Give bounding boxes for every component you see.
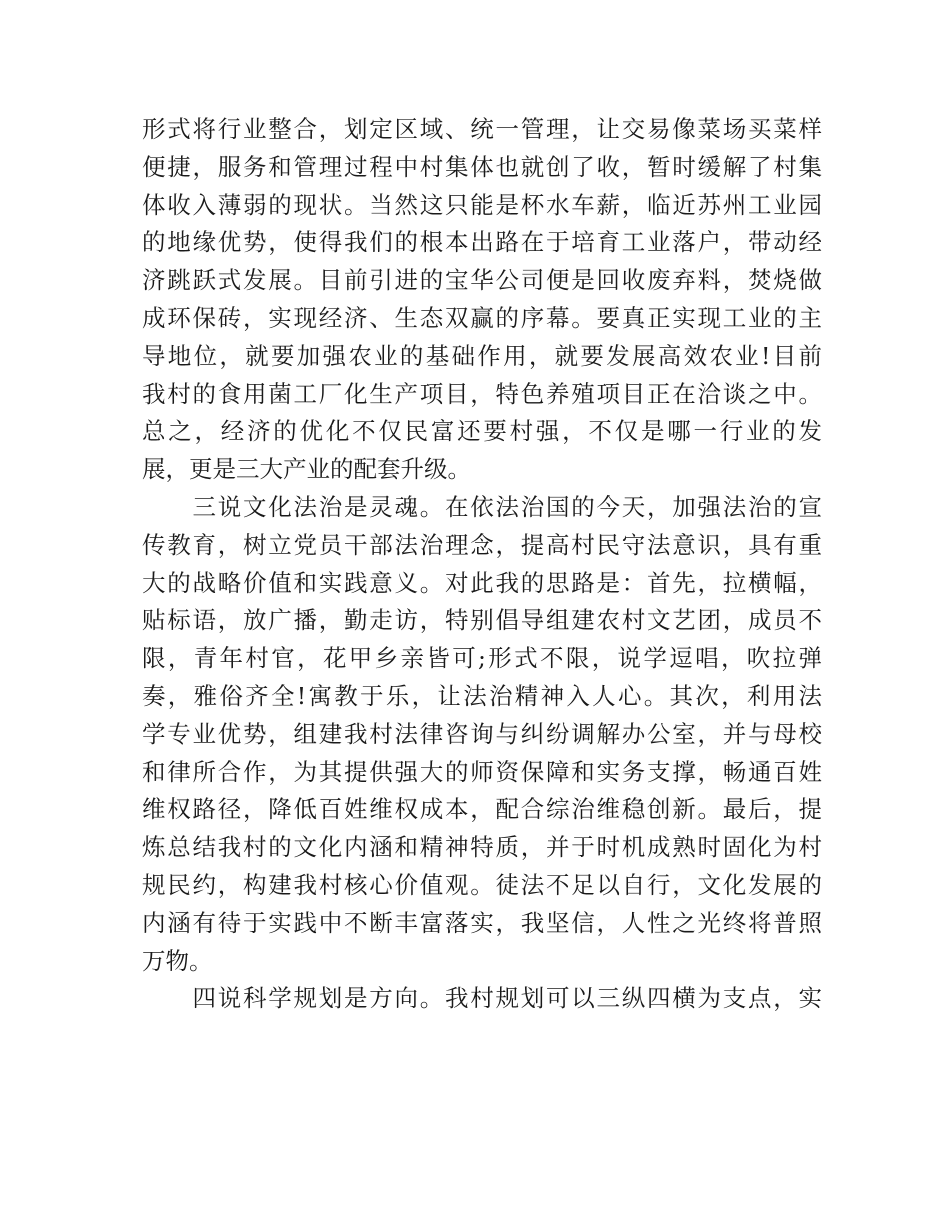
text-line: 规民约，构建我村核心价值观。徒法不足以自行，文化发展的 (142, 870, 822, 899)
text-line: 内涵有待于实践中不断丰富落实，我坚信，人性之光终将普照 (142, 908, 822, 937)
text-line: 炼总结我村的文化内涵和精神特质，并于时机成熟时固化为村 (142, 833, 822, 862)
text-line: 成环保砖，实现经济、生态双赢的序幕。要真正实现工业的主 (142, 303, 822, 332)
text-line: 导地位，就要加强农业的基础作用，就要发展高效农业!目前 (142, 341, 822, 370)
paragraph-end-line: 展，更是三大产业的配套升级。 (142, 455, 471, 484)
text-line: 大的战略价值和实践意义。对此我的思路是：首先，拉横幅， (142, 568, 822, 597)
text-line: 学专业优势，组建我村法律咨询与纠纷调解办公室，并与母校 (142, 719, 822, 748)
text-line: 奏，雅俗齐全!寓教于乐，让法治精神入人心。其次，利用法 (142, 681, 822, 710)
text-line: 总之，经济的优化不仅民富还要村强，不仅是哪一行业的发 (142, 417, 822, 446)
text-line: 我村的食用菌工厂化生产项目，特色养殖项目正在洽谈之中。 (142, 379, 822, 408)
body-text (142, 111, 822, 1018)
paragraph-start-line: 三说文化法治是灵魂。在依法治国的今天，加强法治的宣 (142, 492, 822, 521)
text-line: 贴标语，放广播，勤走访，特别倡导组建农村文艺团，成员不 (142, 606, 822, 635)
text-line: 传教育，树立党员干部法治理念，提高村民守法意识，具有重 (142, 530, 822, 559)
text-line: 限，青年村官，花甲乡亲皆可;形式不限，说学逗唱，吹拉弹 (142, 644, 822, 673)
text-line: 的地缘优势，使得我们的根本出路在于培育工业落户，带动经 (142, 228, 822, 257)
paragraph-end-line: 万物。 (142, 946, 213, 975)
text-line: 体收入薄弱的现状。当然这只能是杯水车薪，临近苏州工业园 (142, 190, 822, 219)
text-line: 维权路径，降低百姓维权成本，配合综治维稳创新。最后，提 (142, 795, 822, 824)
paragraph-start-line: 四说科学规划是方向。我村规划可以三纵四横为支点，实 (142, 984, 822, 1013)
text-line: 形式将行业整合，划定区域、统一管理，让交易像菜场买菜样 (142, 115, 822, 143)
text-line: 济跳跃式发展。目前引进的宝华公司便是回收废弃料，焚烧做 (142, 266, 822, 295)
text-line: 便捷，服务和管理过程中村集体也就创了收，暂时缓解了村集 (142, 152, 822, 181)
text-line: 和律所合作，为其提供强大的师资保障和实务支撑，畅通百姓 (142, 757, 822, 786)
